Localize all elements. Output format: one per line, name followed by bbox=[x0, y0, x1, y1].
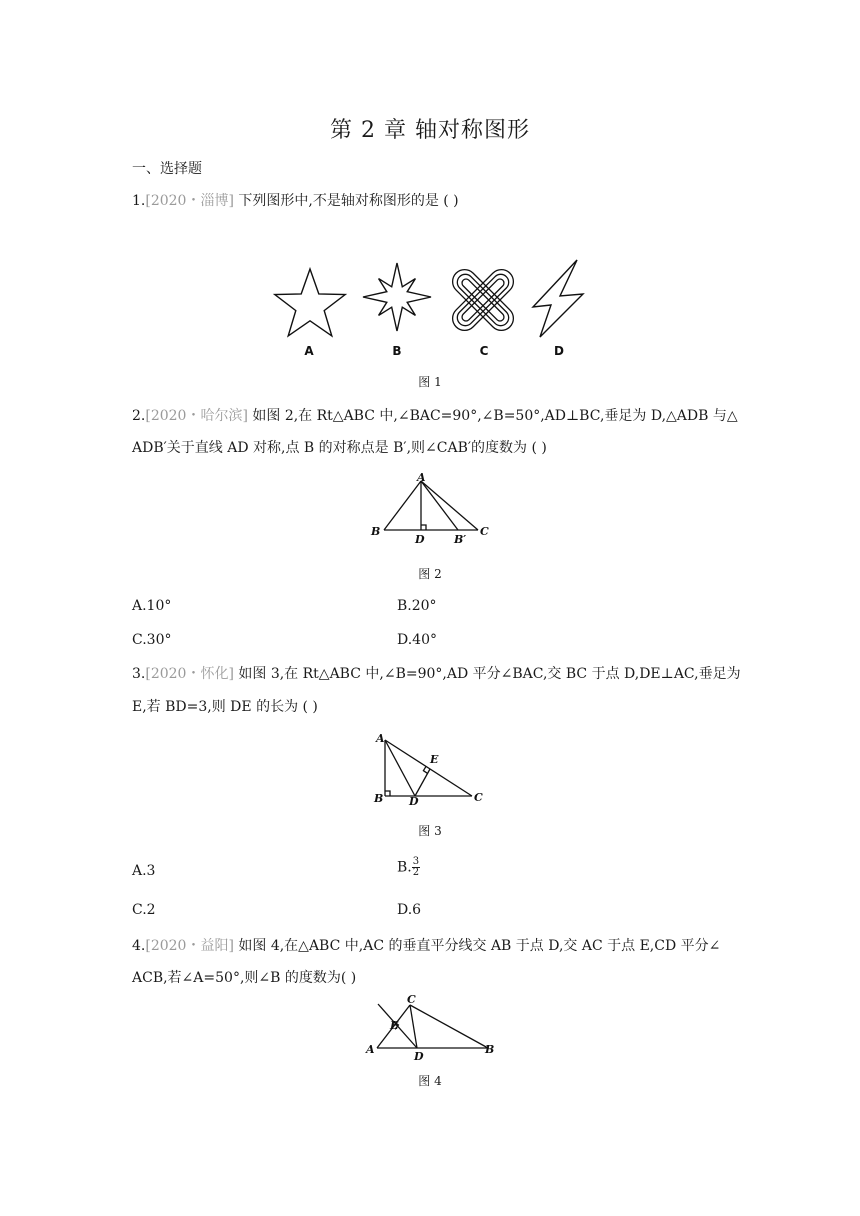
q2-option-b: B.20° bbox=[397, 598, 437, 614]
lightning-bolt-shape bbox=[533, 260, 583, 337]
question-3-line-2: E,若 BD=3,则 DE 的长为 ( ) bbox=[132, 699, 318, 715]
fraction-denominator: 2 bbox=[412, 867, 420, 878]
question-4-line-2: ACB,若∠A=50°,则∠B 的度数为( ) bbox=[132, 970, 357, 986]
figure-3-caption: 图 3 bbox=[418, 824, 442, 838]
q3-option-b-fraction bbox=[412, 857, 420, 878]
right-angle-mark-b bbox=[385, 791, 390, 796]
q3-option-d: D.6 bbox=[397, 902, 422, 918]
q3-option-c: C.2 bbox=[132, 902, 156, 918]
interlaced-knot-shape bbox=[429, 255, 536, 354]
five-point-star-shape bbox=[275, 269, 345, 336]
figure-1-label-c: C bbox=[479, 344, 489, 358]
question-2-number: 2. bbox=[132, 408, 146, 424]
figure-1-label-a: A bbox=[304, 344, 314, 358]
point-c-label: C bbox=[474, 791, 483, 804]
figure-3 bbox=[370, 728, 490, 806]
question-3-line-1 bbox=[132, 664, 741, 684]
figure-1 bbox=[265, 255, 595, 365]
point-b-prime-label: B′ bbox=[454, 533, 467, 546]
figure-1-label-d: D bbox=[554, 344, 564, 358]
question-4-line-1 bbox=[132, 936, 720, 956]
point-a-label: A bbox=[417, 471, 426, 484]
segment-ac bbox=[421, 481, 478, 530]
figure-2-caption: 图 2 bbox=[418, 567, 442, 581]
eight-point-star-shape bbox=[363, 263, 431, 331]
point-a-label: A bbox=[376, 732, 385, 745]
point-a-label: A bbox=[366, 1043, 375, 1056]
right-angle-mark bbox=[421, 525, 426, 530]
fraction-numerator: 3 bbox=[412, 856, 420, 867]
q2-option-d: D.40° bbox=[397, 632, 437, 648]
point-d-label: D bbox=[414, 1050, 424, 1063]
segment-bc bbox=[410, 1005, 488, 1048]
question-1 bbox=[132, 191, 459, 211]
question-2-line-1 bbox=[132, 406, 738, 426]
question-2-line-2: ADB′关于直线 AD 对称,点 B 的对称点是 B′,则∠CAB′的度数为 ( ) bbox=[132, 440, 547, 456]
point-e-label: E bbox=[390, 1019, 399, 1032]
segment-ac bbox=[385, 740, 472, 796]
figure-4 bbox=[360, 990, 505, 1065]
question-4-number: 4. bbox=[132, 938, 146, 954]
point-e-label: E bbox=[430, 753, 439, 766]
question-2-text-1: 如图 2,在 Rt△ABC 中,∠BAC=90°,∠B=50°,AD⊥BC,垂足为 D,△ADB 与△ bbox=[247, 408, 738, 424]
q3-option-b-prefix: B. bbox=[397, 859, 412, 876]
segment-ab bbox=[384, 481, 421, 530]
point-b-label: B bbox=[485, 1043, 495, 1056]
question-3-number: 3. bbox=[132, 666, 146, 682]
point-d-label: D bbox=[409, 795, 419, 806]
point-c-label: C bbox=[407, 993, 416, 1006]
question-3-source-tag: [2020・怀化] bbox=[145, 666, 234, 682]
section-heading: 一、选择题 bbox=[132, 161, 202, 177]
question-4-text-1: 如图 4,在△ABC 中,AC 的垂直平分线交 AB 于点 D,交 AC 于点 E,CD 平分∠ bbox=[233, 938, 721, 954]
point-b-label: B bbox=[374, 792, 384, 805]
point-b-label: B bbox=[371, 525, 381, 538]
figure-1-label-b: B bbox=[392, 344, 402, 358]
q2-option-c: C.30° bbox=[132, 632, 172, 648]
point-c-label: C bbox=[480, 525, 489, 538]
q2-option-a: A.10° bbox=[132, 598, 172, 614]
figure-2 bbox=[365, 470, 500, 548]
question-3-text-1: 如图 3,在 Rt△ABC 中,∠B=90°,AD 平分∠BAC,交 BC 于点 D,DE⊥AC,垂足为 bbox=[233, 666, 741, 682]
q3-option-a: A.3 bbox=[132, 863, 156, 879]
segment-ab-prime bbox=[421, 481, 458, 530]
segment-ad bbox=[385, 740, 415, 796]
question-1-number: 1. bbox=[132, 193, 146, 209]
figure-1-caption: 图 1 bbox=[418, 375, 442, 389]
q3-option-b bbox=[397, 857, 420, 878]
question-1-text: 下列图形中,不是轴对称图形的是 ( ) bbox=[233, 193, 459, 209]
question-2-source-tag: [2020・哈尔滨] bbox=[145, 408, 248, 424]
figure-4-caption: 图 4 bbox=[418, 1074, 442, 1088]
question-1-source-tag: [2020・淄博] bbox=[145, 193, 234, 209]
page-title: 第 2 章 轴对称图形 bbox=[330, 118, 530, 143]
question-4-source-tag: [2020・益阳] bbox=[145, 938, 234, 954]
point-d-label: D bbox=[415, 533, 425, 546]
